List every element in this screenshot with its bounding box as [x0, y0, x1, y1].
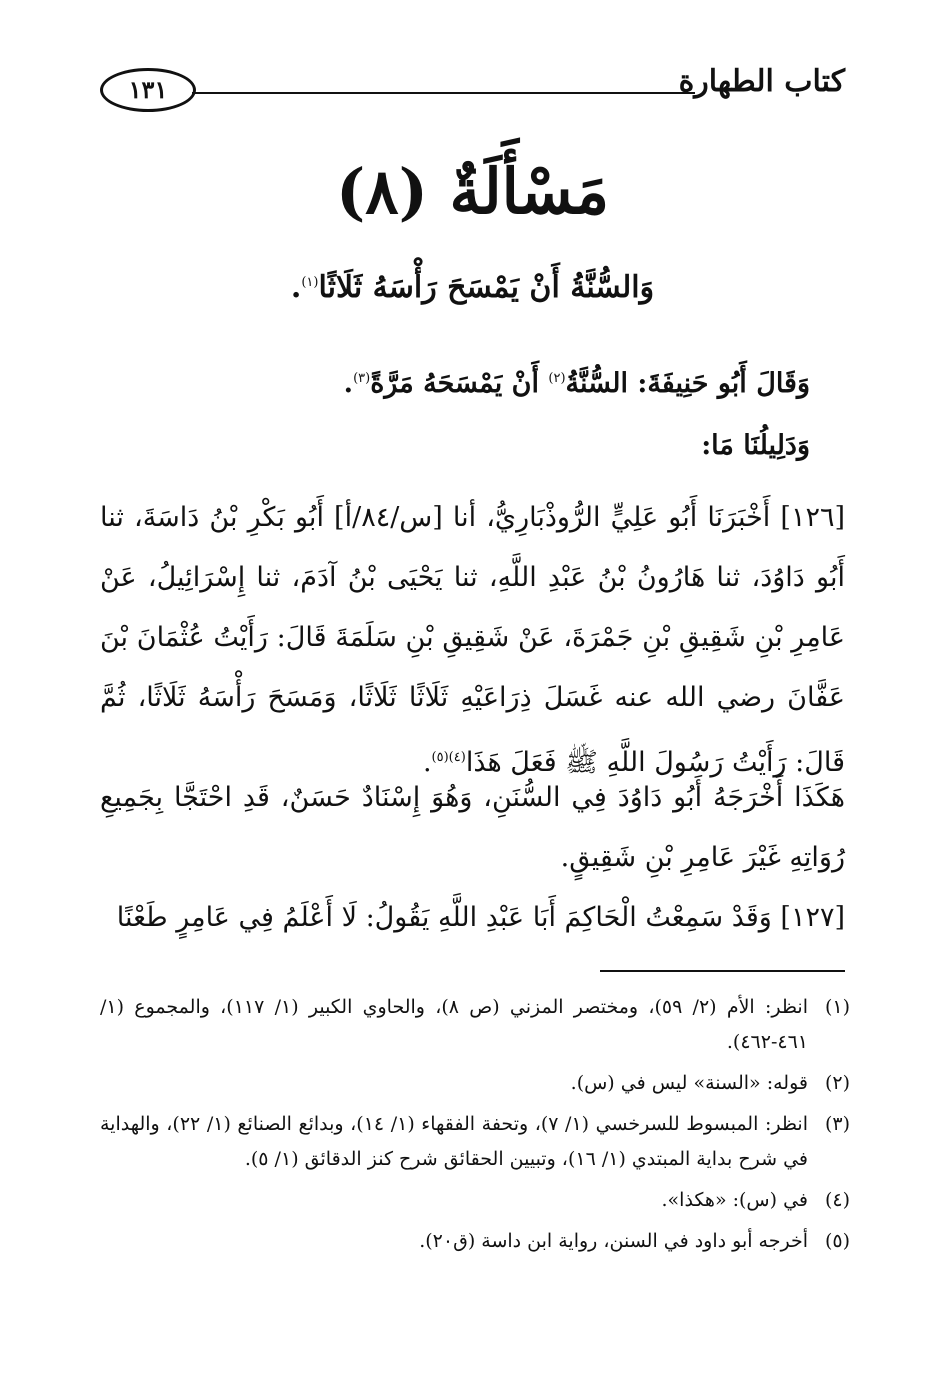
footnote-number: (٥)	[824, 1230, 850, 1252]
matn-end: .	[290, 270, 302, 305]
footnote-item	[100, 990, 850, 1060]
footnote-text: انظر: المبسوط للسرخسي (١/ ٧)، وتحفة الفقهاء (١/ ١٤)، وبدائع الصنائع (١/ ٢٢)، والهداية في شرح بداية المبتدي (١/ ١٦)، وتبيين الحقائق شرح كنز الدقائق (١/ ٥).	[100, 1113, 808, 1170]
commentary-text: هَكَذَا أَخْرَجَهُ أَبُو دَاوُدَ فِي السُّنَنِ، وَهُوَ إِسْنَادٌ حَسَنٌ، قَدِ احْتَجَّا بِجَمِيعِ رُوَاتِهِ غَيْرَ عَامِرِ بْنِ شَقِيقٍ.	[100, 782, 845, 873]
footnote-text: في (س): «هكذا».	[661, 1189, 808, 1211]
footnote-text: أخرجه أبو داود في السنن، رواية ابن داسة (ق٢٠).	[419, 1230, 808, 1252]
footnote-ref: (١)	[301, 275, 319, 290]
abu-hanifa-part2: أَنْ يَمْسَحَهُ مَرَّةً	[370, 368, 539, 399]
hadith-127	[100, 888, 845, 948]
footnote-item	[100, 1183, 850, 1218]
footnote-ref: (٤)(٥)	[431, 750, 466, 765]
footnote-item	[100, 1224, 850, 1259]
hadith-126-text: [١٢٦] أَخْبَرَنَا أَبُو عَلِيٍّ الرُّوذْبَارِيُّ، أنا [س/٨٤/أ] أَبُو بَكْرِ بْنُ دَاسَةَ، ثنا أَبُو دَاوُدَ، ثنا هَارُونُ بْنُ عَبْدِ اللَّهِ، ثنا يَحْيَى بْنُ آدَمَ، ثنا إِسْرَائِيلُ، عَنْ عَامِرِ بْنِ شَقِيقِ بْنِ جَمْرَةَ، عَنْ شَقِيقِ بْنِ سَلَمَةَ قَالَ: رَأَيْتُ عُثْمَانَ بْنَ عَفَّانَ رضي الله عنه غَسَلَ ذِرَاعَيْهِ ثَلَاثًا ثَلَاثًا، وَمَسَحَ رَأْسَهُ ثَلَاثًا، ثُمَّ قَالَ: رَأَيْتُ رَسُولَ اللَّهِ ﷺ فَعَلَ هَذَا	[100, 502, 846, 778]
running-header	[100, 62, 845, 122]
footnote-number: (٤)	[824, 1189, 850, 1211]
footnote-text: انظر: الأم (٢/ ٥٩)، ومختصر المزني (ص ٨)، والحاوي الكبير (١/ ١١٧)، والمجموع (١/ ٤٦١-٤٦٢).	[100, 996, 808, 1053]
book-title: كتاب الطهارة	[678, 64, 845, 99]
footnote-ref: (٢)	[548, 371, 566, 386]
abu-hanifa-part1: وَقَالَ أَبُو حَنِيفَةَ: السُّنَّةُ	[565, 368, 810, 399]
footnote-number: (١)	[824, 996, 850, 1018]
footnote-number: (٢)	[824, 1072, 850, 1094]
footnotes	[100, 990, 850, 1259]
page-number: ١٣١	[100, 68, 196, 112]
footnote-item	[100, 1066, 850, 1101]
abu-hanifa-end: .	[343, 368, 354, 399]
issue-heading: مَسْأَلَةٌ (٨)	[335, 155, 610, 228]
matn-statement	[0, 270, 945, 305]
header-rule	[192, 92, 695, 94]
matn-text: وَالسُّنَّةُ أَنْ يَمْسَحَ رَأْسَهُ ثَلَاثًا	[318, 270, 655, 305]
dalil-line: وَدَلِيلُنَا مَا:	[701, 430, 810, 461]
footnote-item	[100, 1107, 850, 1177]
footnote-text: قوله: «السنة» ليس في (س).	[570, 1072, 808, 1094]
hadith-126-end: .	[422, 747, 432, 778]
hadith-126	[100, 488, 845, 793]
hadith-127-text: [١٢٧] وَقَدْ سَمِعْتُ الْحَاكِمَ أَبَا عَبْدِ اللَّهِ يَقُولُ: لَا أَعْلَمُ فِي عَامِرٍ طَعْنًا	[116, 902, 845, 933]
footnote-ref: (٣)	[353, 371, 371, 386]
footnote-number: (٣)	[824, 1113, 850, 1135]
commentary	[100, 768, 845, 888]
abu-hanifa-line	[100, 368, 810, 399]
footnote-separator	[600, 970, 845, 972]
